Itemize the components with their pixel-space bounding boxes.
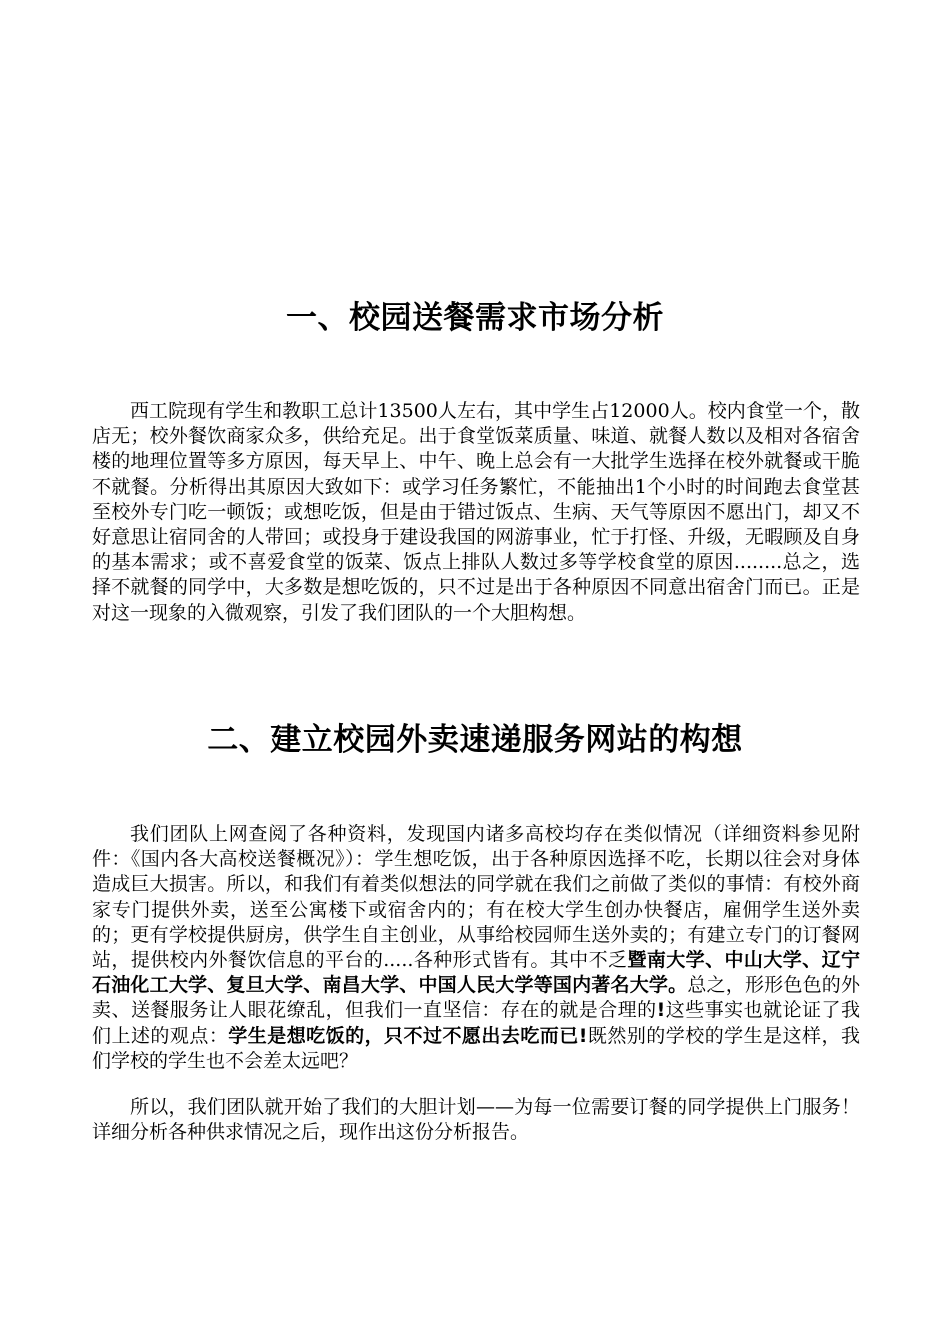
paragraph-text: 我们团队上网查阅了各种资料，发现国内诸多高校均存在类似情况（详细资料参见附件：《国内各大高校送餐概况》）：学生想吃饭，出于各种原因选择不吃，长期以往会对身体造成巨大损害。所以，和我们有着类似想法的同学就在我们之前做了类似的事情：有校外商家专门提供外卖，送至公寓楼下或宿舍内的；有在校大学生创办快餐店，雇佣学生送外卖的；更有学校提供厨房，供学生自主创业，从事给校园师生送外卖的；有建立专门的订餐网站，提供校内外餐饮信息的平台的.....各种形式皆有。其中不乏 [92, 823, 860, 972]
bold-university-list: 暨南大学、中山大学、辽宁石油化工大学、复旦大学、南昌大学、中国人民大学等国内著名大学。 [92, 949, 860, 997]
section-1-heading: 一、校园送餐需求市场分析 [286, 300, 664, 336]
bold-exclamation: ! [656, 999, 666, 1022]
bold-key-conclusion: 学生是想吃饭的，只不过不愿出去吃而已! [228, 1024, 588, 1047]
section-2-paragraph-1 [92, 822, 860, 1074]
section-2-heading: 二、建立校园外卖速递服务网站的构想 [207, 722, 743, 758]
paragraph-text: 总之，形形色色的外卖、送餐服务让人眼花缭乱，但我们一直坚信：存在的就是合理的 [92, 974, 860, 1022]
paragraph-text: 既然别的学校的学生是这样，我们学校的学生也不会差太远吧？ [92, 1024, 860, 1072]
section-1-paragraph: 西工院现有学生和教职工总计13500人左右，其中学生占12000人。校内食堂一个，散店无；校外餐饮商家众多，供给充足。出于食堂饭菜质量、味道、就餐人数以及相对各宿舍楼的地理位置等多方原因，每天早上、中午、晚上总会有一大批学生选择在校外就餐或干脆不就餐。分析得出其原因大致如下：或学习任务繁忙，不能抽出1个小时的时间跑去食堂甚至校外专门吃一顿饭；或想吃饭，但是由于错过饭点、生病、天气等原因不愿出门，却又不好意思让宿同舍的人带回；或投身于建设我国的网游事业，忙于打怪、升级，无暇顾及自身的基本需求；或不喜爱食堂的饭菜、饭点上排队人数过多等学校食堂的原因........总之，选择不就餐的同学中，大多数是想吃饭的，只不过是出于各种原因不同意出宿舍门而已。正是对这一现象的入微观察，引发了我们团队的一个大胆构想。 [92, 400, 860, 624]
paragraph-text: 这些事实也就论证了我们上述的观点： [92, 999, 860, 1047]
section-2-paragraph-2: 所以，我们团队就开始了我们的大胆计划——为每一位需要订餐的同学提供上门服务！详细分析各种供求情况之后，现作出这份分析报告。 [92, 1096, 860, 1144]
